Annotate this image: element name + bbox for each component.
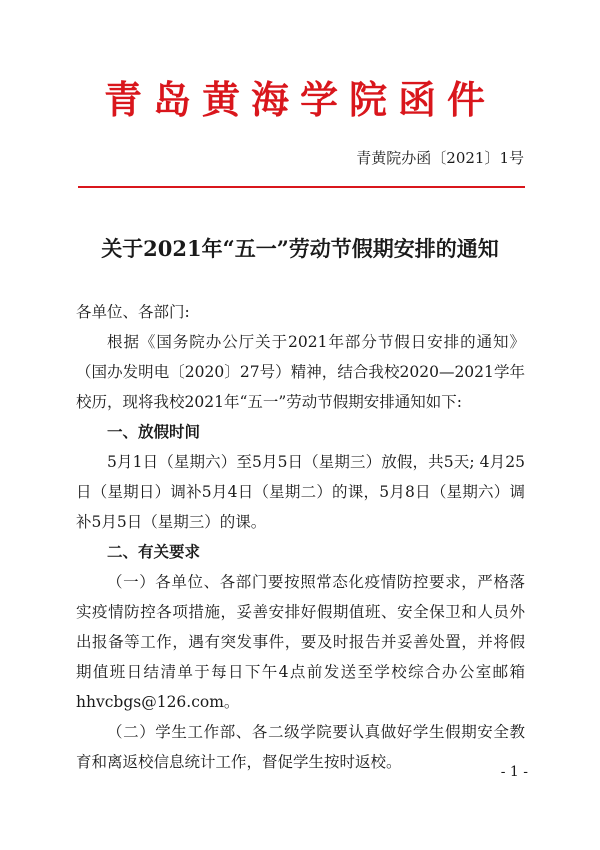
section-2-item-2: （二）学生工作部、各二级学院要认真做好学生假期安全教育和离返校信息统计工作，督促学生按时返校。 [76,723,525,771]
document-body [76,297,525,777]
section-2-heading: 二、有关要求 [107,543,201,561]
section-2-item-1: （一）各单位、各部门要按照常态化疫情防控要求，严格落实疫情防控各项措施，妥善安排好假期值班、安全保卫和人员外出报备等工作，遇有突发事件，要及时报告并妥善处置，并将假期值班日结清单于每日下午4点前发送至学校综合办公室邮箱hhvcbgs@126.com。 [76,573,525,711]
document-title: 关于2021年“五一”劳动节假期安排的通知 [101,236,499,261]
intro-paragraph: 根据《国务院办公厅关于2021年部分节假日安排的通知》（国办发明电〔2020〕27号）精神，结合我校2020—2021学年校历，现将我校2021年“五一”劳动节假期安排通知如下: [76,333,525,411]
red-separator-line [78,186,525,188]
salutation: 各单位、各部门: [76,303,190,321]
section-1-heading: 一、放假时间 [107,423,201,441]
document-masthead: 青岛黄海学院函件 [103,77,496,122]
document-number: 青黄院办函〔2021〕1号 [356,149,524,167]
section-1-text: 5月1日（星期六）至5月5日（星期三）放假，共5天; 4月25日（星期日）调补5月4日（星期二）的课，5月8日（星期六）调补5月5日（星期三）的课。 [76,453,525,531]
page-number: - 1 - [500,764,528,780]
